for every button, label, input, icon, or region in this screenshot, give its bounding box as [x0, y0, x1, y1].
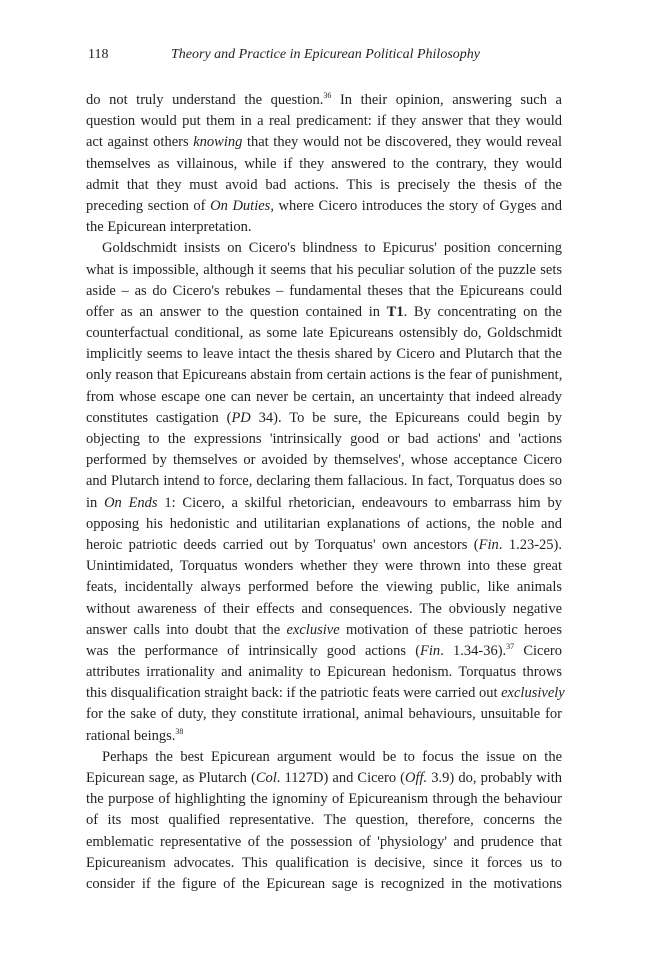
text-line: consider if the figure of the Epicurean sage is recognized in the motivations [86, 875, 562, 892]
text-line: performed by themselves or avoided by themselves', whose acceptance Cicero [86, 452, 562, 469]
text-line: counterfactual conditional, as some late Epicureans ostensibly do, Goldschmidt [86, 325, 562, 342]
text-line: Goldschmidt insists on Cicero's blindness to Epicurus' position concerning [102, 240, 562, 257]
text-line: the Epicurean interpretation. [86, 219, 252, 236]
text-line: do not truly understand the question.$^{36}$ In their opinion, answering such a [86, 91, 562, 108]
text-line: rational beings.$^{38}$ [86, 726, 184, 744]
text-line: admit that they must avoid bad actions. This is precisely the thesis of the [86, 176, 562, 193]
text-line: emblematic representative of the possession of 'physiology' and prudence that [86, 833, 562, 850]
text-line: constitutes castigation (PD 34). To be sure, the Epicureans could begin by [86, 409, 563, 426]
paragraph [86, 747, 562, 895]
text-line: and Plutarch intend to force, declaring them fallacious. In fact, Torquatus does so [86, 473, 562, 490]
text-line: themselves as villainous, while if they answered to the contrary, they would [86, 155, 562, 172]
body-text [86, 90, 565, 895]
text-line: question would put them in a real predicament: if they answer that they would [86, 113, 562, 130]
text-line: offer as an answer to the question contained in T1. By concentrating on the [86, 303, 562, 320]
text-line: for the sake of duty, they constitute irrational, animal behaviours, unsuitable for [86, 706, 562, 723]
text-line: opposing his hedonistic and utilitarian explanations of actions, the noble and [86, 515, 562, 532]
running-title: Theory and Practice in Epicurean Political Philosophy [171, 47, 480, 62]
text-line: aside – as do Cicero's rebukes – fundamental theses that the Epicureans could [86, 282, 562, 299]
text-line: without awareness of their effects and consequences. The obviously negative [86, 600, 562, 617]
text-line: the purpose of highlighting the ignominy of Epicureanism through the behaviour [86, 791, 562, 808]
text-line: in On Ends 1: Cicero, a skilful rhetorician, endeavours to embarrass him by [86, 494, 562, 511]
text-line: from whose escape one can never be certain, an uncertainty that indeed already [86, 388, 562, 405]
text-line: implicitly seems to leave intact the thesis shared by Cicero and Plutarch that the [86, 346, 562, 363]
text-line: feats, incidentally always performed before the viewing public, like animals [86, 579, 562, 596]
text-line: Unintimidated, Torquatus wonders whether they were thrown into these great [86, 558, 562, 575]
footnote-ref[interactable]: 36 [323, 91, 332, 100]
footnote-ref[interactable]: 37 [506, 641, 515, 651]
paragraph [86, 238, 565, 747]
text-line: heroic patriotic deeds carried out by Torquatus' own ancestors (Fin. 1.23-25). [86, 536, 562, 553]
text-line: answer calls into doubt that the exclusive motivation of these patriotic heroes [86, 621, 563, 638]
text-line: only reason that Epicureans abstain from certain actions is the fear of punishment, [86, 367, 563, 384]
text-line: Epicureanism advocates. This qualification is decisive, since it forces us to [86, 854, 562, 871]
text-line: was the performance of intrinsically good actions (Fin. 1.34-36).$^{37}$ Cicero [86, 641, 562, 659]
footnote-ref[interactable]: 38 [175, 726, 184, 736]
text-line: act against others knowing that they would not be discovered, they would reveal [86, 134, 562, 151]
text-line: Epicurean sage, as Plutarch (Col. 1127D) and Cicero (Off. 3.9) do, probably with [86, 770, 562, 786]
text-line: preceding section of On Duties, where Cicero introduces the story of Gyges and [86, 197, 562, 214]
text-line: attributes irrationality and animality to Epicurean hedonism. Torquatus throws [86, 664, 562, 681]
text-line: objecting to the expressions 'intrinsically good or bad actions' and 'actions [86, 431, 562, 447]
text-line: of its most qualified representative. The question, therefore, concerns the [86, 812, 562, 829]
page-header [88, 44, 563, 66]
text-line: this disqualification straight back: if the patriotic feats were carried out exclusively [86, 685, 565, 702]
text-line: Perhaps the best Epicurean argument would be to focus the issue on the [102, 748, 562, 765]
paragraph [86, 90, 562, 238]
text-line: what is impossible, although it seems that his peculiar solution of the puzzle sets [86, 261, 562, 278]
page-number: 118 [88, 47, 109, 62]
